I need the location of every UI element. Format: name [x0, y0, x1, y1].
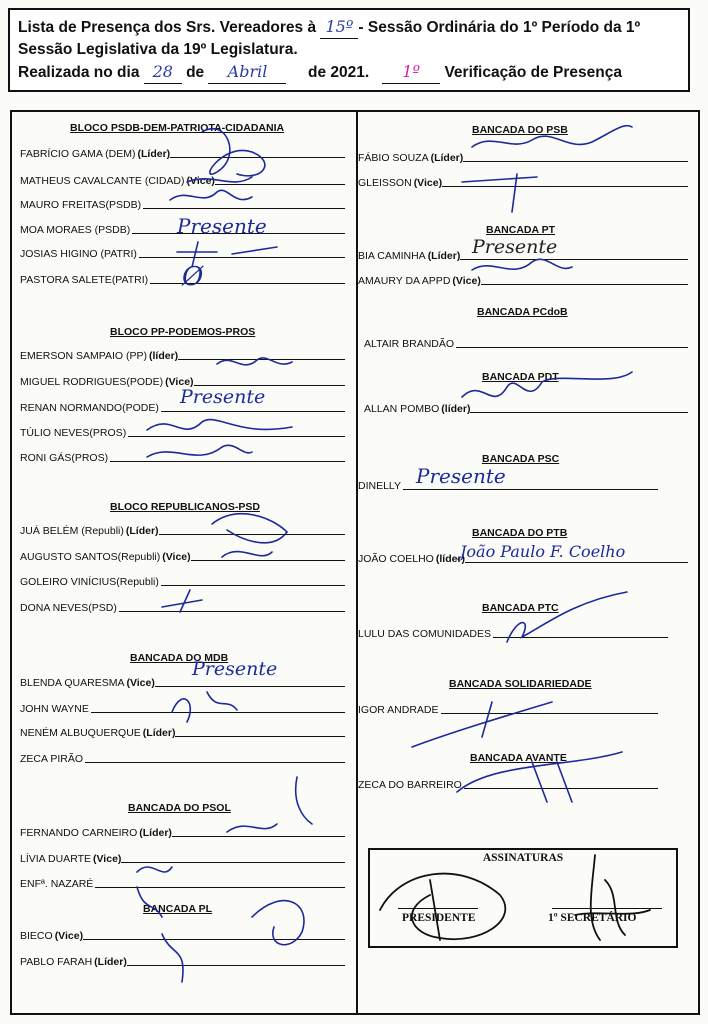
member-row[interactable]	[358, 779, 658, 791]
member-row[interactable]	[358, 275, 688, 287]
member-name: EMERSON SAMPAIO (PP)	[20, 350, 147, 362]
member-name: ENFª. NAZARÉ	[20, 878, 94, 890]
member-role: (Líder)	[142, 727, 176, 739]
member-name: AMAURY DA APPD	[358, 275, 451, 287]
member-name: ALLAN POMBO	[364, 403, 440, 415]
handwritten-presence: Presente	[416, 464, 506, 488]
secretary-signature	[575, 855, 650, 940]
member-row[interactable]	[20, 350, 345, 362]
signature-line	[172, 835, 345, 837]
member-role: (Líder)	[139, 827, 172, 839]
bloc-title: BANCADA PSC	[482, 453, 560, 465]
member-row[interactable]	[358, 628, 668, 640]
member-row[interactable]	[358, 480, 658, 492]
member-row[interactable]	[20, 703, 345, 715]
signature-line	[91, 711, 345, 713]
signature-line	[460, 258, 688, 260]
member-row[interactable]	[20, 175, 345, 187]
signature-line	[150, 282, 345, 284]
header-line-1	[18, 16, 680, 39]
signature-line	[463, 160, 688, 162]
signature-line	[465, 561, 688, 563]
member-row[interactable]	[20, 199, 345, 211]
member-role: (Líder)	[430, 152, 464, 164]
handwritten-presence: Presente	[180, 386, 266, 408]
member-role: (líder)	[435, 553, 466, 565]
member-name: ZECA DO BARREIRO	[358, 779, 462, 791]
bloc-title: BLOCO REPUBLICANOS-PSD	[110, 501, 260, 513]
member-name: PABLO FARAH	[20, 956, 93, 968]
check-label: Verificação de Presença	[444, 64, 622, 81]
signature-line	[493, 636, 668, 638]
signatures-title: ASSINATURAS	[482, 852, 564, 864]
handwritten-presence: Presente	[472, 236, 558, 258]
bloc-title: BANCADA PT	[486, 224, 556, 236]
member-name: ZECA PIRÃO	[20, 753, 84, 765]
member-row[interactable]	[358, 177, 688, 189]
signature-line	[161, 584, 345, 586]
date-label: Realizada no dia	[18, 64, 140, 81]
member-row[interactable]	[20, 576, 345, 588]
member-role: (Vice)	[186, 175, 215, 187]
signature-line	[121, 861, 345, 863]
member-role: (Líder)	[125, 525, 159, 537]
member-row[interactable]	[20, 602, 345, 614]
handwritten-presence: Presente	[177, 214, 267, 238]
member-name: JOHN WAYNE	[20, 703, 89, 715]
member-row[interactable]	[364, 403, 688, 415]
signature-line	[464, 787, 658, 789]
member-name: FABRÍCIO GAMA (DEM)	[20, 148, 136, 160]
member-row[interactable]	[20, 878, 345, 890]
member-role: (Líder)	[427, 250, 461, 262]
signature-line	[128, 435, 345, 437]
member-role: (Vice)	[413, 177, 443, 189]
member-row[interactable]	[20, 853, 345, 865]
signature-line	[442, 185, 688, 187]
bloc-title: BANCADA PL	[143, 903, 213, 915]
member-name: DINELLY	[358, 480, 401, 492]
member-name: JOÃO COELHO	[358, 553, 434, 565]
member-row[interactable]	[20, 148, 345, 160]
signature-line	[441, 712, 658, 714]
header-line-3	[18, 61, 680, 84]
bloc-title: BANCADA PTC	[482, 602, 559, 614]
member-name: BIECO	[20, 930, 53, 942]
signature-line	[161, 410, 345, 412]
president-signature	[380, 874, 505, 940]
member-name: LULU DAS COMUNIDADES	[358, 628, 492, 640]
signature-line	[95, 886, 345, 888]
bloc-title: BLOCO PP-PODEMOS-PROS	[110, 326, 256, 338]
member-row[interactable]	[20, 827, 345, 839]
member-row[interactable]	[20, 551, 345, 563]
president-line	[398, 908, 478, 909]
bloc-title: BANCADA DO PSOL	[128, 802, 231, 814]
bloc-title: BANCADA PCdoB	[477, 306, 568, 318]
signature-line	[470, 411, 688, 413]
handwritten-name: João Paulo F. Coelho	[460, 542, 626, 561]
day-field[interactable]: 28	[144, 61, 182, 84]
member-name: TÚLIO NEVES(PROS)	[20, 427, 127, 439]
member-row[interactable]	[20, 525, 345, 537]
member-role: (Vice)	[452, 275, 481, 287]
bloc-title: BANCADA DO PSB	[472, 124, 568, 136]
member-row[interactable]	[20, 956, 345, 968]
signature-fernando	[227, 777, 312, 832]
member-name: PASTORA SALETE(PATRI)	[20, 274, 149, 286]
bloc-title: BANCADA DO MDB	[130, 652, 229, 664]
member-name: NENÉM ALBUQUERQUE	[20, 727, 141, 739]
member-name: RONI GÁS(PROS)	[20, 452, 109, 464]
bloc-title: BANCADA PDT	[482, 371, 559, 383]
member-name: MATHEUS CAVALCANTE (CIDAD)	[20, 175, 185, 187]
signature-line	[85, 761, 345, 763]
member-row[interactable]	[358, 152, 688, 164]
header-line-2: Sessão Legislativa da 19º Legislatura.	[18, 41, 298, 58]
signature-line	[481, 283, 688, 285]
member-row[interactable]	[364, 338, 688, 350]
secretary-label: 1º SECRETÁRIO	[548, 912, 637, 924]
member-name: ALTAIR BRANDÃO	[364, 338, 455, 350]
member-name: MIGUEL RODRIGUES(PODE)	[20, 376, 164, 388]
signature-line	[159, 533, 345, 535]
member-role: (Vice)	[162, 551, 191, 563]
member-name: GOLEIRO VINÍCIUS(Republi)	[20, 576, 159, 588]
member-name: LÍVIA DUARTE	[20, 853, 91, 865]
bloc-title: BANCADA SOLIDARIEDADE	[449, 678, 592, 690]
month-field[interactable]: Abril	[208, 61, 286, 84]
header-text: Lista de Presença dos Srs. Vereadores à	[18, 19, 321, 36]
member-role: (líder)	[441, 403, 471, 415]
member-name: BLENDA QUARESMA	[20, 677, 125, 689]
member-name: MOA MORAES (PSDB)	[20, 224, 131, 236]
signature-line	[110, 460, 345, 462]
signatures-box	[368, 848, 678, 948]
member-name: JUÁ BELÉM (Republi)	[20, 525, 124, 537]
member-row[interactable]	[20, 930, 345, 942]
member-name: JOSIAS HIGINO (PATRI)	[20, 248, 137, 260]
signature-line	[456, 346, 688, 348]
header-text: - Sessão Ordinária do 1º Período da 1º	[358, 19, 641, 36]
signature-line	[403, 488, 658, 490]
signature-line	[178, 358, 345, 360]
signature-line	[215, 183, 345, 185]
signature-line	[127, 964, 345, 966]
president-label: PRESIDENTE	[402, 912, 476, 924]
signature-line	[175, 735, 345, 737]
secretary-line	[552, 908, 662, 909]
member-role: (Vice)	[93, 853, 122, 865]
member-row[interactable]	[20, 248, 345, 260]
member-role: (líder)	[149, 350, 179, 362]
pastora-signature-mark: Ø	[182, 262, 204, 292]
member-name: RENAN NORMANDO(PODE)	[20, 402, 159, 414]
date-de: de	[186, 64, 205, 81]
bloc-title: BLOCO PSDB-DEM-PATRIOTA-CIDADANIA	[70, 122, 285, 134]
officer-signatures	[370, 850, 680, 950]
year-label: de 2021.	[308, 64, 370, 81]
member-name: AUGUSTO SANTOS(Republi)	[20, 551, 161, 563]
member-role: (Líder)	[94, 956, 127, 968]
member-row[interactable]	[20, 452, 345, 464]
member-name: IGOR ANDRADE	[358, 704, 439, 716]
member-role: (Vice)	[165, 376, 194, 388]
signature-line	[143, 207, 345, 209]
bloc-title: BANCADA DO PTB	[472, 527, 568, 539]
signature-line	[83, 938, 345, 940]
attendance-sheet	[10, 110, 700, 1015]
member-name: GLEISSON	[358, 177, 412, 189]
member-row[interactable]	[20, 427, 345, 439]
check-number-field[interactable]: 1º	[382, 61, 440, 84]
signature-line	[155, 685, 345, 687]
signature-line	[119, 610, 345, 612]
signature-line	[139, 256, 345, 258]
member-row[interactable]	[20, 727, 345, 739]
member-name: MAURO FREITAS(PSDB)	[20, 199, 142, 211]
member-name: FERNANDO CARNEIRO	[20, 827, 138, 839]
session-number-field[interactable]: 15º	[320, 16, 358, 39]
member-row[interactable]	[20, 677, 345, 689]
signature-livia	[137, 867, 172, 872]
member-row[interactable]	[358, 704, 658, 716]
handwritten-presence: Presente	[192, 658, 278, 680]
bloc-title: BANCADA AVANTE	[470, 752, 567, 764]
member-row[interactable]	[20, 753, 345, 765]
member-name: DONA NEVES(PSD)	[20, 602, 117, 614]
signature-line	[191, 559, 345, 561]
member-name: FÁBIO SOUZA	[358, 152, 429, 164]
member-role: (Vice)	[126, 677, 155, 689]
document-header	[8, 8, 690, 92]
member-name: BIA CAMINHA	[358, 250, 426, 262]
member-role: (Líder)	[137, 148, 171, 160]
signature-line	[170, 156, 345, 158]
member-role: (Vice)	[54, 930, 84, 942]
